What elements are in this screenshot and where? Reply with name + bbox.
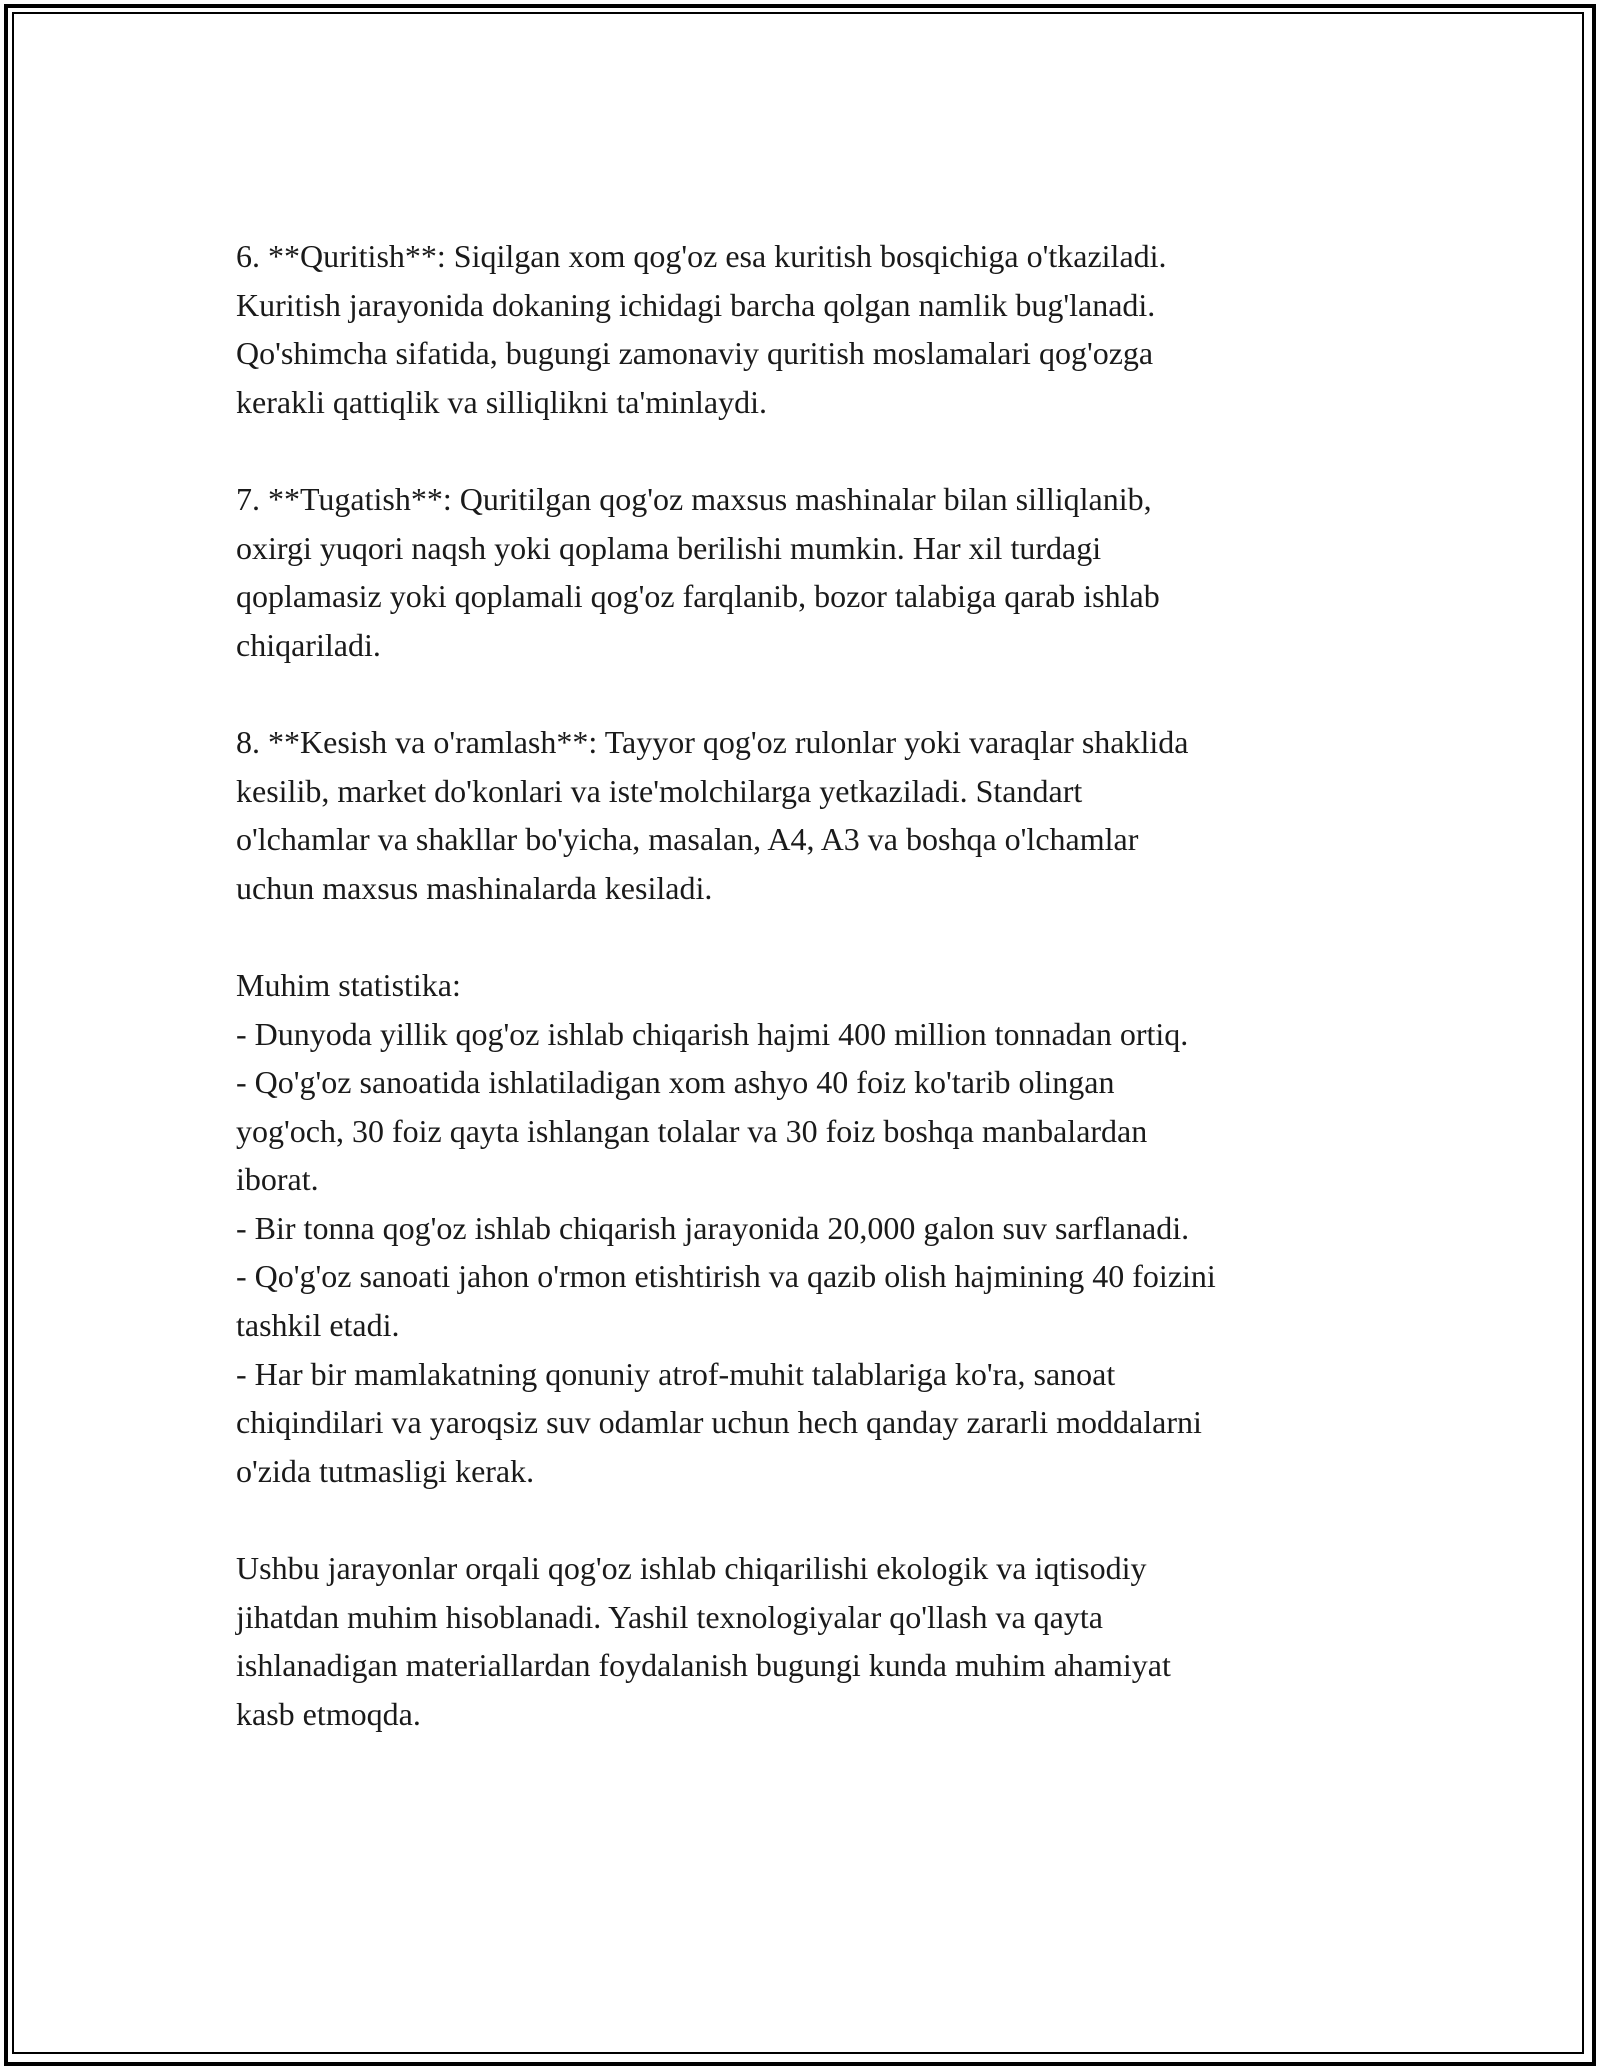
statistics-item: - Qo'g'oz sanoatida ishlatiladigan xom ashyo 40 foiz ko'tarib olingan [236,1064,1115,1101]
text-line: iborat. [236,1161,319,1198]
text-line: Qo'shimcha sifatida, bugungi zamonaviy quritish moslamalari qog'ozga [236,335,1154,372]
statistics-item: - Dunyoda yillik qog'oz ishlab chiqarish hajmi 400 million tonnadan ortiq. [236,1015,1189,1052]
paragraph-statistics [236,961,1376,1496]
text-line: tashkil etadi. [236,1307,400,1344]
text-line: qoplamasiz yoki qoplamali qog'oz farqlanib, bozor talabiga qarab ishlab [236,578,1160,615]
text-line: jihatdan muhim hisoblanadi. Yashil texnologiyalar qo'llash va qayta [236,1598,1103,1635]
text-line: yog'och, 30 foiz qayta ishlangan tolalar va 30 foiz boshqa manbalardan [236,1112,1148,1149]
paragraph-step-7-finishing [236,475,1376,669]
text-line: o'lchamlar va shakllar bo'yicha, masalan, A4, A3 va boshqa o'lchamlar [236,821,1139,858]
text-line: ishlanadigan materiallardan foydalanish bugungi kunda muhim ahamiyat [236,1647,1171,1684]
text-line: 6. **Quritish**: Siqilgan xom qog'oz esa kuritish bosqichiga o'tkaziladi. [236,238,1167,274]
paragraph-step-8-cutting [236,718,1376,912]
text-line: 7. **Tugatish**: Quritilgan qog'oz maxsus mashinalar bilan silliqlanib, [236,480,1152,517]
text-line: Kuritish jarayonida dokaning ichidagi barcha qolgan namlik bug'lanadi. [236,286,1156,323]
statistics-item: - Qo'g'oz sanoati jahon o'rmon etishtirish va qazib olish hajmining 40 foizini [236,1258,1216,1295]
text-line: kesilib, market do'konlari va iste'molchilarga yetkaziladi. Standart [236,772,1083,809]
text-line: uchun maxsus mashinalarda kesiladi. [236,869,713,906]
text-line: chiqindilari va yaroqsiz suv odamlar uchun hech qanday zararli moddalarni [236,1404,1202,1441]
text-line: o'zida tutmasligi kerak. [236,1452,535,1489]
text-line: oxirgi yuqori naqsh yoki qoplama berilishi mumkin. Har xil turdagi [236,529,1102,566]
statistics-heading: Muhim statistika: [236,966,461,1003]
text-line: kerakli qattiqlik va silliqlikni ta'minlaydi. [236,383,768,420]
statistics-item: - Bir tonna qog'oz ishlab chiqarish jarayonida 20,000 galon suv sarflanadi. [236,1209,1190,1246]
text-line: Ushbu jarayonlar orqali qog'oz ishlab chiqarilishi ekologik va iqtisodiy [236,1550,1147,1587]
statistics-item: - Har bir mamlakatning qonuniy atrof-muhit talablariga ko'ra, sanoat [236,1355,1116,1392]
text-line: chiqariladi. [236,626,381,663]
paragraph-step-6-drying [236,232,1376,426]
text-line: 8. **Kesish va o'ramlash**: Tayyor qog'oz rulonlar yoki varaqlar shaklida [236,723,1189,760]
document-body [236,232,1376,1738]
text-line: kasb etmoqda. [236,1695,421,1732]
paragraph-conclusion [236,1544,1376,1738]
